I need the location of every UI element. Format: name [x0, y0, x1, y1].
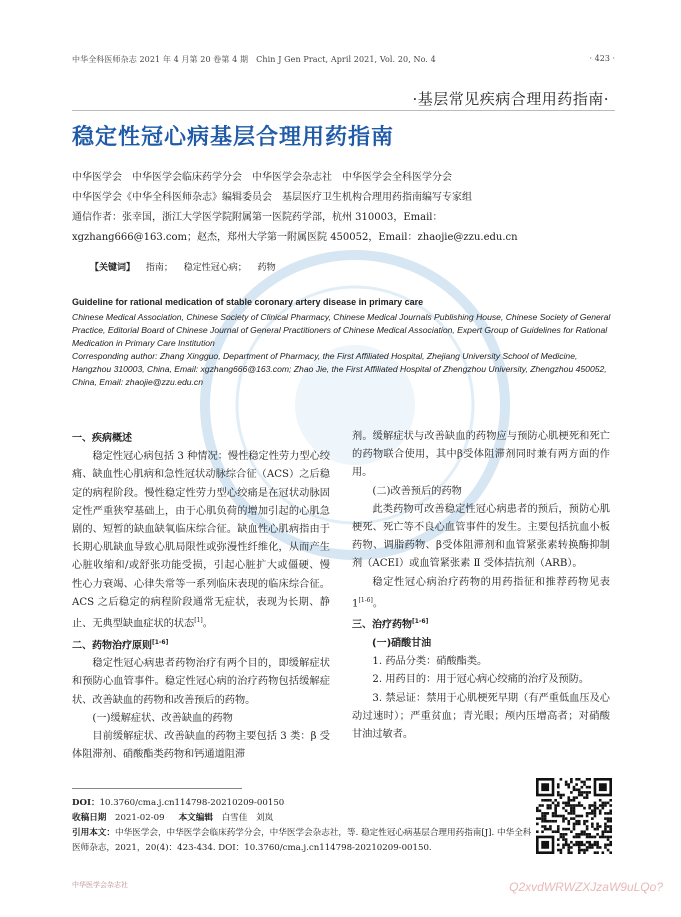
publisher-logo-text: 中华医学会杂志社 [72, 881, 128, 889]
english-abstract-block [72, 296, 612, 389]
citation-ref: [1] [194, 617, 203, 625]
author-line: 中华医学会 中华医学会临床药学分会 中华医学会杂志社 中华医学会全科医学分会 [72, 172, 452, 183]
citation-line: 引用本文：中华医学会，中华医学会临床药学分会，中华医学会杂志社，等. 稳定性冠心病基层合理用药指南[J]. 中华全科医师杂志，2021，20(4)：423-434. DOI：10.3760/cma.j.cn114798-20210209-00150. [72, 828, 532, 853]
banner-divider [72, 110, 615, 111]
subsection-heading-prognosis: (二)改善预后的药物 [372, 485, 462, 497]
paragraph: 稳定性冠心病患者药物治疗有两个目的，即缓解症状和预防心血管事件。稳定性冠心病的治疗药物包括缓解症状、改善缺血的药物和改善预后的药物。 [72, 658, 330, 706]
doi-link[interactable]: 10.3760/cma.j.cn114798-20210209-00150 [99, 798, 285, 808]
subsection-heading-relief: (一)缓解症状、改善缺血的药物 [92, 712, 233, 724]
english-corresponding: Corresponding author: Zhang Xingguo, Department of Pharmacy, the First Affiliated Hospital, Zhejiang University School of Medicine, Hangzhou 310003, China, Email: xgzhang666@163.com; Zhao Jie, the First Affiliated Hospital of Zhengzhou University, Zhengzhou 450052, China, Email: zhaojie@zzu.edu.cn [72, 351, 607, 387]
list-item: 3. 禁忌证：禁用于心肌梗死早期（有严重低血压及心动过速时）；严重贫血；青光眼；颅内压增高者；对硝酸甘油过敏者。 [352, 692, 610, 740]
footnote-divider [72, 788, 242, 789]
section-heading-principles: 二、药物治疗原则[1-6] [72, 638, 169, 651]
citation-ref: [1-6] [152, 638, 169, 646]
paragraph: 剂。缓解症状与改善缺血的药物应与预防心肌梗死和死亡的药物联合使用，其中β受体阻滞剂同时兼有两方面的作用。 [352, 431, 610, 479]
footnote-block [72, 796, 532, 856]
section-heading-overview: 一、疾病概述 [72, 433, 132, 444]
author-line: xgzhang666@163.com；赵杰，郑州大学第一附属医院 450052，Email：zhaojie@zzu.edu.cn [72, 232, 518, 243]
citation-ref: [1-6] [358, 596, 373, 604]
author-block [72, 168, 612, 248]
section-heading-drugs: 三、治疗药物[1-6] [352, 618, 429, 631]
section-banner: ·基层常见疾病合理用药指南· [412, 90, 609, 108]
journal-header: 中华全科医师杂志 2021 年 4 月第 20 卷第 4 期 Chin J Gen Pract, April 2021, Vol. 20, No. 4 [72, 55, 436, 64]
author-line: 通信作者：张幸国，浙江大学医学院附属第一医院药学部，杭州 310003，Email： [72, 212, 443, 223]
qr-code-image[interactable] [536, 778, 612, 854]
subsection-heading-nitroglycerin: (一)硝酸甘油 [372, 637, 432, 649]
english-affiliations: Chinese Medical Association, Chinese Society of Clinical Pharmacy, Chinese Medical Journals Publishing House, Chinese Society of General Practice, Editorial Board of Chinese Journal of General Practitioners of Chinese Medical Association, Expert Group of Guidelines for Rational Medication in Primary Care Institution [72, 312, 611, 348]
author-line: 中华医学会《中华全科医师杂志》编辑委员会 基层医疗卫生机构合理用药指南编写专家组 [72, 192, 472, 203]
body-column-left [72, 430, 330, 764]
doi-line: DOI：10.3760/cma.j.cn114798-20210209-00150 [72, 798, 285, 808]
page-number: · 423 · [589, 54, 615, 63]
keyword-item: 指南； [145, 263, 173, 273]
watermark-code: Q2xvdWRWZXJzaW9uLQo? [509, 880, 663, 894]
paragraph: 目前缓解症状、改善缺血的药物主要包括 3 类：β 受体阻滞剂、硝酸酯类药物和钙通道阻滞 [72, 730, 330, 761]
received-line: 收稿日期 2021-02-09 本文编辑 白雪佳 刘岚 [72, 813, 274, 823]
article-title: 稳定性冠心病基层合理用药指南 [72, 124, 395, 150]
paragraph: 稳定性冠心病包括 3 种情况：慢性稳定性劳力型心绞痛、缺血性心肌病和急性冠状动脉综合征（ACS）之后稳定的病程阶段。慢性稳定性劳力型心绞痛是在冠状动脉固定性严重狭窄基础上，由于心肌负荷的增加引起的心肌急剧的、短暂的缺血缺氧临床综合征。缺血性心肌病指由于长期心肌缺血导致心肌局限性或弥漫性纤维化，从而产生心脏收缩和/或舒张功能受损，引起心脏扩大或僵硬、慢性心力衰竭、心律失常等一系列临床表现的临床综合征。ACS 之后稳定的病程阶段通常无症状，表现为长期、静止、无典型缺血症状的状态[1]。 [72, 451, 330, 630]
body-column-right [352, 428, 610, 744]
list-item: 1. 药品分类：硝酸酯类。 [372, 656, 488, 668]
keyword-item: 药物 [257, 263, 276, 273]
keyword-item: 稳定性冠心病； [183, 263, 247, 273]
citation-ref: [1-6] [412, 618, 429, 626]
list-item: 2. 用药目的：用于冠心病心绞痛的治疗及预防。 [372, 674, 590, 686]
english-title: Guideline for rational medication of stable coronary artery disease in primary care [72, 297, 424, 307]
paragraph: 稳定性冠心病治疗药物的用药指征和推荐药物见表 1[1-6]。 [352, 576, 610, 610]
keywords [90, 260, 284, 273]
paragraph: 此类药物可改善稳定性冠心病患者的预后，预防心肌梗死、死亡等不良心血管事件的发生。主要包括抗血小板药物、调脂药物、β受体阻滞剂和血管紧张素转换酶抑制剂（ACEI）或血管紧张素 Ⅱ 受体拮抗剂（ARB）。 [352, 503, 610, 570]
keywords-label: 【关键词】 [90, 263, 136, 273]
